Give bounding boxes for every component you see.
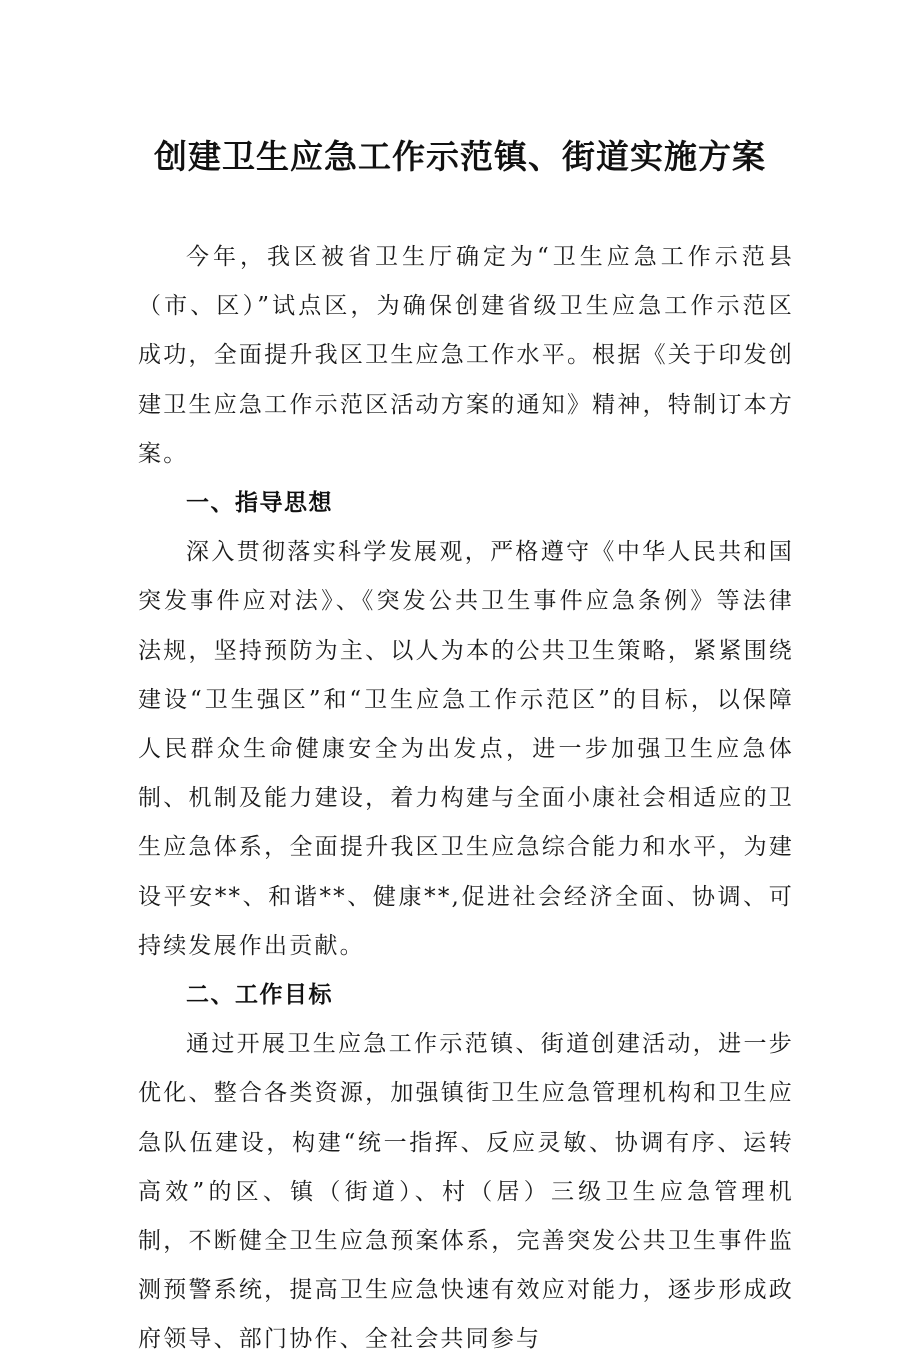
document-body [138, 233, 794, 1365]
section-paragraph-guiding-ideology: 深入贯彻落实科学发展观，严格遵守《中华人民共和国突发事件应对法》、《突发公共卫生事件应急条例》等法律法规，坚持预防为主、以人为本的公共卫生策略，紧紧围绕建设“卫生强区”和“卫生应急工作示范区”的目标，以保障人民群众生命健康安全为出发点，进一步加强卫生应急体制、机制及能力建设，着力构建与全面小康社会相适应的卫生应急体系，全面提升我区卫生应急综合能力和水平，为建设平安**、和谐**、健康**,促进社会经济全面、协调、可持续发展作出贡献。 [138, 539, 794, 959]
intro-paragraph: 今年，我区被省卫生厅确定为“卫生应急工作示范县（市、区）”试点区，为确保创建省级卫生应急工作示范区成功，全面提升我区卫生应急工作水平。根据《关于印发创建卫生应急工作示范区活动方案的通知》精神，特制订本方案。 [138, 244, 794, 467]
section-heading-guiding-ideology: 一、指导思想 [186, 490, 333, 517]
section-heading-work-goals: 二、工作目标 [186, 982, 333, 1009]
section-paragraph-work-goals: 通过开展卫生应急工作示范镇、街道创建活动，进一步优化、整合各类资源，加强镇街卫生应急管理机构和卫生应急队伍建设，构建“统一指挥、反应灵敏、协调有序、运转高效”的区、镇（街道）、村（居）三级卫生应急管理机制，不断健全卫生应急预案体系，完善突发公共卫生事件监测预警系统，提高卫生应急快速有效应对能力，逐步形成政府领导、部门协作、全社会共同参与 [138, 1031, 794, 1353]
document-title: 创建卫生应急工作示范镇、街道实施方案 [154, 137, 766, 176]
